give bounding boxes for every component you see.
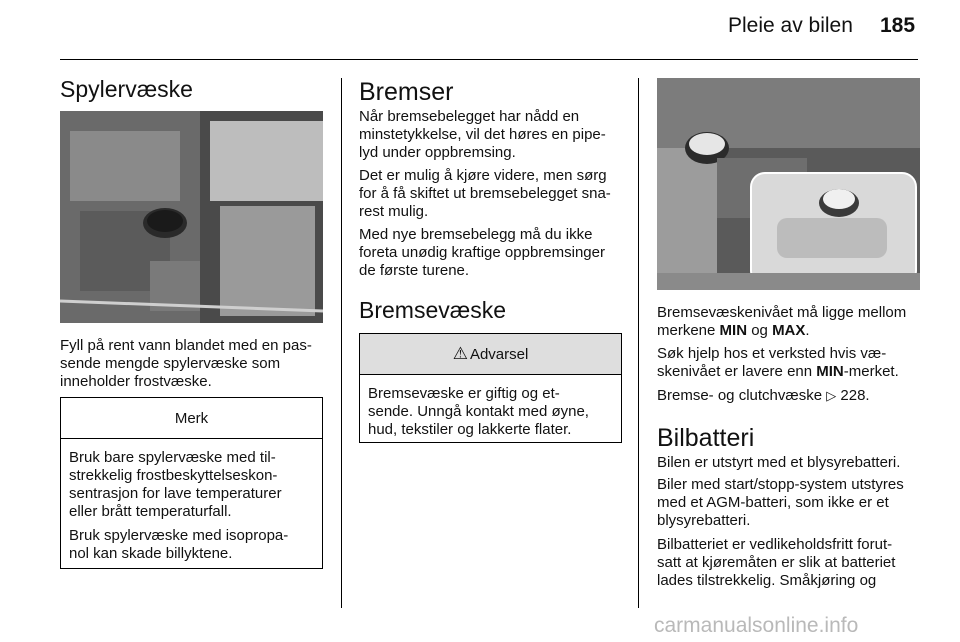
text-line: nol kan skade billyktene. [69, 545, 233, 562]
min-label: MIN [719, 322, 748, 339]
text-line: sentrasjon for lave temperaturer [69, 485, 282, 502]
text-line: strekkelig frostbeskyttelseskon- [69, 467, 278, 484]
text-line: Bremsevæskenivået må ligge mellom [657, 304, 907, 321]
battery-paragraph-2 [657, 476, 937, 530]
brake-fluid-photo [657, 78, 920, 290]
text-line: for å få skiftet ut bremsebelegget sna- [359, 185, 611, 202]
note-paragraph-2 [69, 527, 314, 563]
page-number: 185 [880, 14, 916, 37]
text-line: eller brått temperaturfall. [69, 503, 232, 520]
text-line: Søk hjelp hos et verksted hvis væ- [657, 345, 887, 362]
note-title: Merk [61, 398, 322, 439]
text-line: Når bremsebelegget har nådd en [359, 108, 580, 125]
text-segment: merkene [657, 322, 720, 339]
text-line: Bruk bare spylervæske med til- [69, 449, 276, 466]
arrow-reference-icon: ▷ [826, 388, 837, 403]
text-segment: . [805, 322, 810, 339]
section-heading-washer-fluid: Spylervæske [60, 76, 193, 102]
section-heading-battery: Bilbatteri [657, 424, 755, 452]
text-line: blysyrebatteri. [657, 512, 751, 529]
running-header-title: Pleie av bilen [728, 14, 853, 37]
text-line: Det er mulig å kjøre videre, men sørg [359, 167, 607, 184]
brakes-paragraph-2 [359, 167, 629, 221]
warning-header [360, 334, 621, 375]
battery-paragraph-3 [657, 536, 937, 590]
column-divider-2 [638, 78, 639, 608]
text-line [657, 322, 937, 340]
warning-box [359, 333, 622, 443]
text-line: foreta unødig kraftige oppbremsinger [359, 244, 605, 261]
text-line: Bremsevæske er giftig og et- [368, 385, 560, 402]
reference-text: Bremse- og clutchvæske [657, 387, 827, 404]
text-line: satt at kjøremåten er slik at batteriet [657, 554, 896, 571]
text-line: de første turene. [359, 262, 470, 279]
text-line: hud, tekstiler og lakkerte flater. [368, 421, 572, 438]
note-body [61, 439, 322, 563]
text-line: Fyll på rent vann blandet med en pas- [60, 337, 312, 354]
text-line: rest mulig. [359, 203, 429, 220]
battery-paragraph-1 [657, 454, 937, 472]
cross-reference [657, 387, 937, 405]
warning-body [360, 375, 621, 439]
watermark: carmanualsonline.info [654, 614, 859, 637]
washer-fluid-photo [60, 111, 323, 323]
text-line: med et AGM-batteri, som ikke er et [657, 494, 889, 511]
column-divider-1 [341, 78, 342, 608]
text-line: sende mengde spylervæske som [60, 355, 281, 372]
text-line [657, 363, 937, 381]
text-line: Bilen er utstyrt med et blysyrebatteri. [657, 454, 901, 471]
text-line: Bruk spylervæske med isopropa- [69, 527, 289, 544]
warning-icon: ⚠ [452, 344, 468, 363]
text-segment: -merket. [843, 363, 899, 380]
max-label: MAX [772, 322, 806, 339]
section-heading-brake-fluid: Bremsevæske [359, 297, 506, 323]
workshop-advice-text [657, 345, 937, 381]
text-line: minstetykkelse, vil det høres en pipe- [359, 126, 606, 143]
header-divider [60, 59, 918, 60]
note-box [60, 397, 323, 569]
warning-title: Advarsel [469, 345, 529, 363]
text-line: sende. Unngå kontakt med øyne, [368, 403, 589, 420]
text-segment: skenivået er lavere enn [657, 363, 817, 380]
brakes-paragraph-1 [359, 108, 629, 162]
text-line: Biler med start/stopp-system utstyres [657, 476, 904, 493]
section-heading-brakes: Bremser [359, 78, 454, 106]
text-segment: og [747, 322, 773, 339]
brake-fluid-level-text [657, 304, 937, 340]
washer-fluid-instruction [60, 337, 330, 391]
note-paragraph-1 [69, 449, 314, 521]
brakes-paragraph-3 [359, 226, 629, 280]
text-line: Med nye bremsebelegg må du ikke [359, 226, 593, 243]
text-line: Bilbatteriet er vedlikeholdsfritt forut- [657, 536, 893, 553]
text-line: lyd under oppbremsing. [359, 144, 516, 161]
reference-page[interactable]: 228. [836, 387, 870, 404]
text-line: inneholder frostvæske. [60, 373, 212, 390]
text-line: lades tilstrekkelig. Småkjøring og [657, 572, 877, 589]
min-label: MIN [816, 363, 844, 380]
